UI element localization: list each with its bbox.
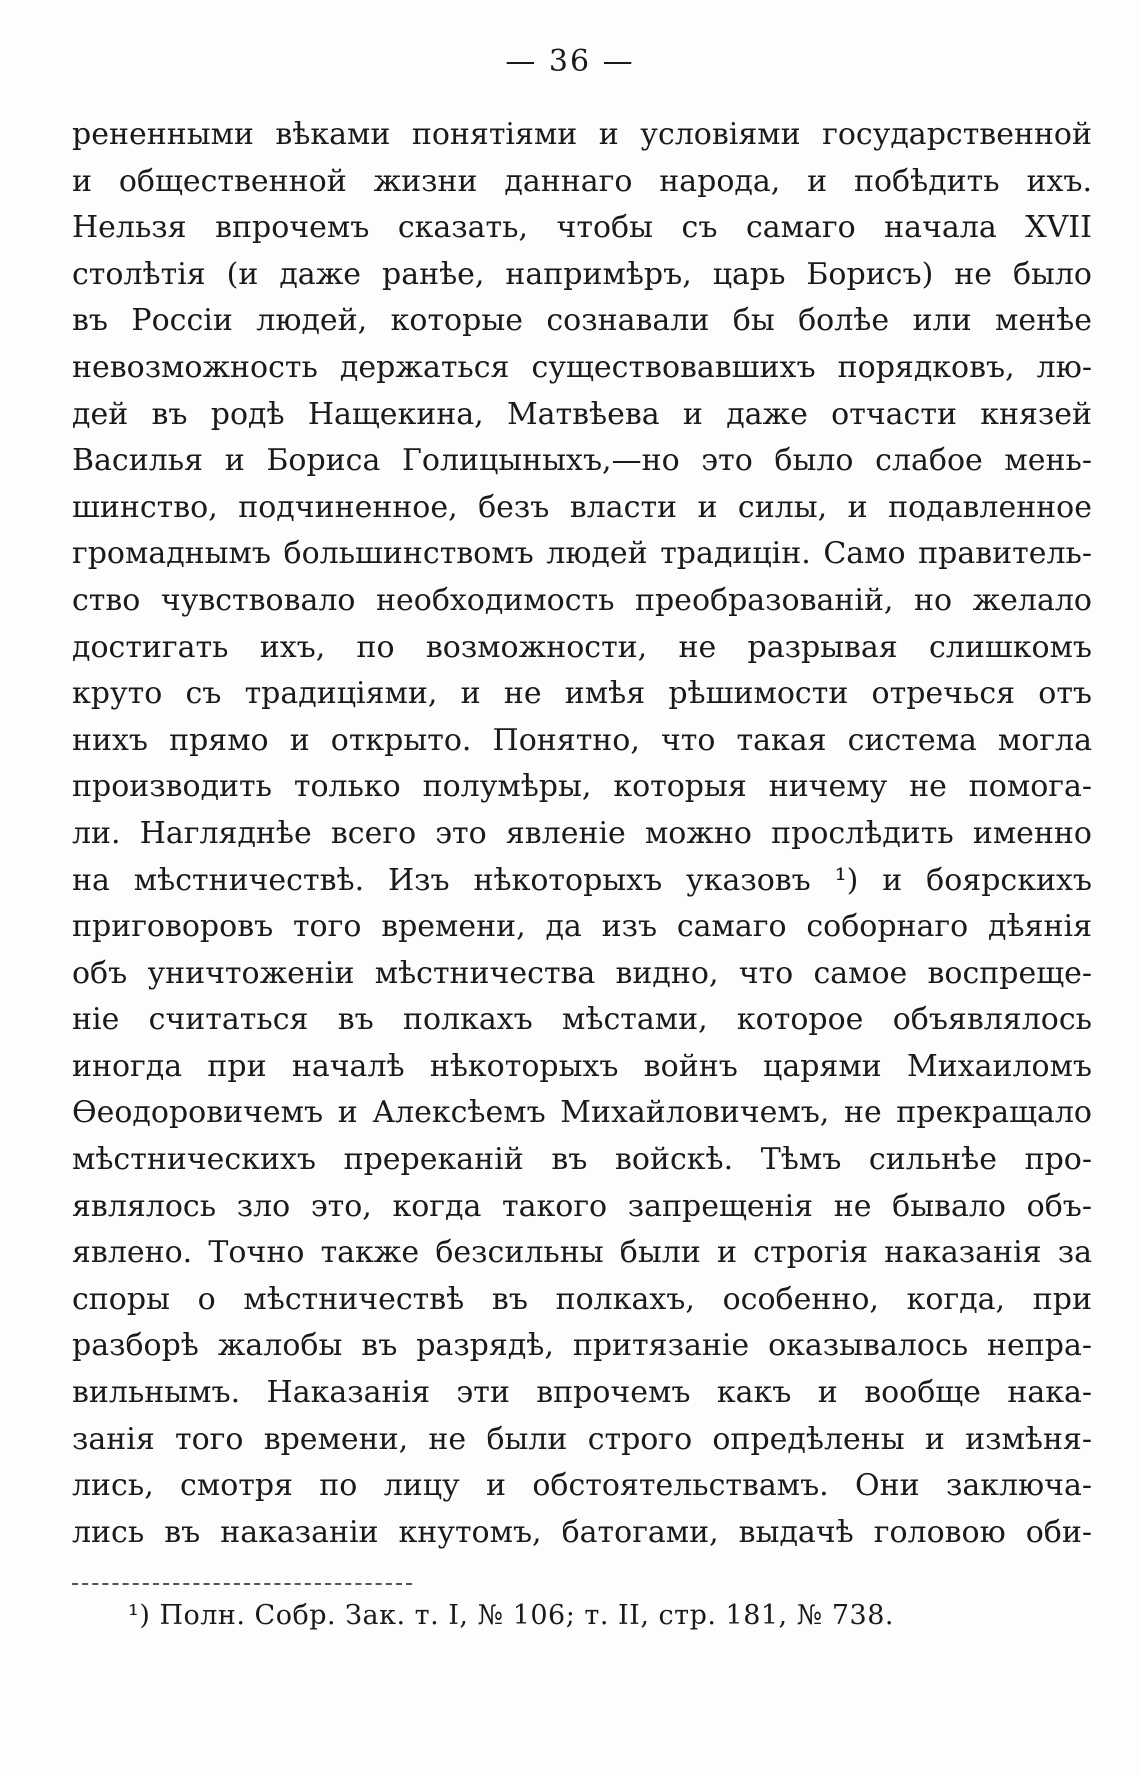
text-line: рененными вѣками понятіями и условіями государственной — [72, 117, 1092, 152]
footnote: ¹) Полн. Собр. Зак. т. I, № 106; т. II, стр. 181, № 738. — [128, 1600, 894, 1631]
text-line: столѣтія (и даже ранѣе, напримѣръ, царь Борисъ) не было — [72, 256, 1092, 292]
body-text — [72, 112, 1092, 1556]
text-line: явлено. Точно также безсильны были и строгія наказанія за — [72, 1235, 1092, 1271]
text-line: Василья и Бориса Голицыныхъ,—но это было слабое мень- — [72, 443, 1092, 479]
text-line: ніе считаться въ полкахъ мѣстами, которое объявлялось — [72, 1002, 1092, 1038]
text-line: объ уничтоженіи мѣстничества видно, что самое воспреще- — [72, 955, 1092, 991]
text-line: Ѳеодоровичемъ и Алексѣемъ Михайловичемъ, не прекращало — [72, 1095, 1092, 1131]
text-line: невозможность держаться существовавшихъ порядковъ, лю- — [72, 349, 1092, 385]
text-line: лись, смотря по лицу и обстоятельствамъ. Они заключа- — [72, 1468, 1092, 1504]
page-number: — 36 — — [505, 44, 635, 79]
text-line: являлось зло это, когда такого запрещенія не бывало объ- — [72, 1188, 1092, 1224]
text-line: и общественной жизни даннаго народа, и побѣдить ихъ. — [72, 163, 1092, 199]
text-line: дей въ родѣ Нащекина, Матвѣева и даже отчасти князей — [72, 396, 1092, 432]
text-line: достигать ихъ, по возможности, не разрывая слишкомъ — [72, 629, 1092, 665]
text-line: споры о мѣстничествѣ въ полкахъ, особенно, когда, при — [72, 1281, 1092, 1317]
text-line: ство чувствовало необходимость преобразованій, но желало — [72, 582, 1092, 618]
text-line: нихъ прямо и открыто. Понятно, что такая система могла — [72, 722, 1092, 758]
text-line: производить только полумѣры, которыя ничему не помога- — [72, 769, 1092, 805]
text-line: громаднымъ большинствомъ людей традицін. Само правитель- — [72, 536, 1092, 572]
text-line: иногда при началѣ нѣкоторыхъ войнъ царями Михаиломъ — [72, 1048, 1092, 1084]
text-line: мѣстническихъ пререканій въ войскѣ. Тѣмъ сильнѣе про- — [72, 1142, 1092, 1178]
text-line: занія того времени, не были строго опредѣлены и измѣня- — [72, 1421, 1092, 1457]
text-line: круто съ традиціями, и не имѣя рѣшимости отречься отъ — [72, 676, 1092, 712]
text-line: вильнымъ. Наказанія эти впрочемъ какъ и вообще нака- — [72, 1375, 1092, 1411]
text-line: приговоровъ того времени, да изъ самаго соборнаго дѣянія — [72, 909, 1092, 945]
footnote-divider — [72, 1583, 412, 1585]
text-line: шинство, подчиненное, безъ власти и силы, и подавленное — [72, 489, 1092, 525]
text-line: на мѣстничествѣ. Изъ нѣкоторыхъ указовъ ¹) и боярскихъ — [72, 862, 1092, 898]
text-line: Нельзя впрочемъ сказать, чтобы съ самаго начала XVII — [72, 210, 1092, 246]
text-line: лись въ наказаніи кнутомъ, батогами, выдачѣ головою оби- — [72, 1514, 1092, 1550]
text-line: разборѣ жалобы въ разрядѣ, притязаніе оказывалось непра- — [72, 1328, 1092, 1364]
text-line: ли. Нагляднѣе всего это явленіе можно прослѣдить именно — [72, 815, 1092, 851]
text-line: въ Россіи людей, которые сознавали бы болѣе или менѣе — [72, 303, 1092, 339]
